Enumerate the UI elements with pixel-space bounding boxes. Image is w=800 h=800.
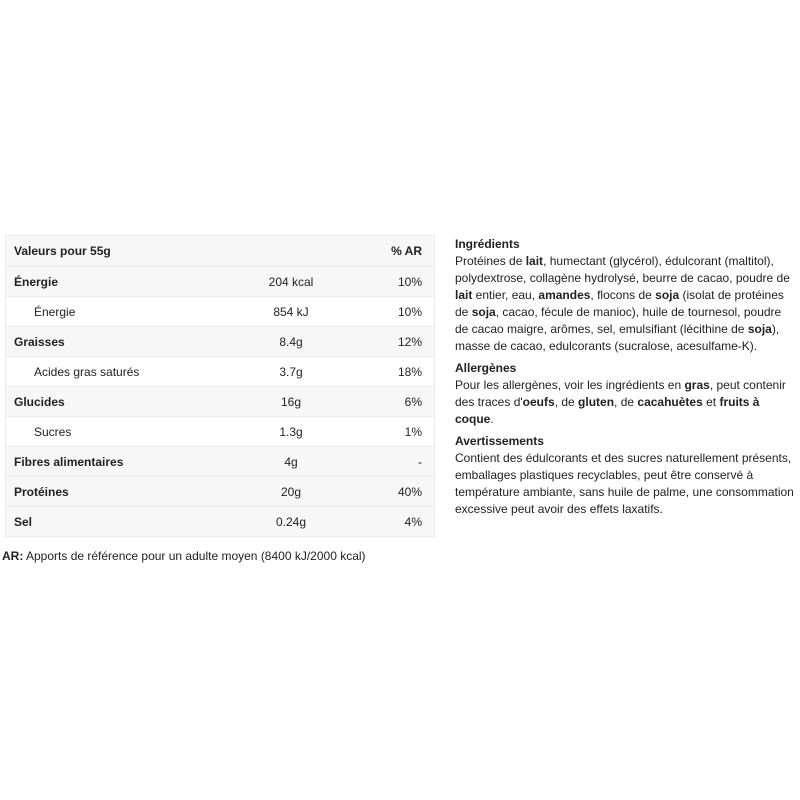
ingredients-text-part: , humectant (glycérol), édulcorant (maltitol), polydextrose, collagène hydrolysé, beurre de cacao, poudre de — [455, 254, 790, 285]
product-details — [455, 236, 795, 523]
warnings-title: Avertissements — [455, 434, 544, 448]
nutrition-header-row — [6, 236, 434, 266]
nutrient-ar: 10% — [397, 274, 422, 289]
nutrient-ar: 4% — [404, 514, 422, 529]
nutrient-amount: 1.3g — [279, 424, 303, 439]
ingredients-text-part: (isolat de protéines de — [455, 288, 784, 319]
nutrient-name: Sel — [14, 514, 33, 529]
nutrient-amount: 20g — [280, 484, 302, 499]
allergen-highlight: soja — [747, 322, 772, 336]
ingredients-text-part: Protéines de — [455, 254, 526, 268]
allergens-text-part: et — [702, 395, 720, 409]
nutrient-ar: 12% — [397, 334, 422, 349]
footnote-text: Apports de référence pour un adulte moyen (8400 kJ/2000 kcal) — [23, 549, 366, 563]
nutrition-row-protein — [6, 476, 434, 506]
nutrition-header-name: Valeurs pour 55g — [14, 244, 111, 258]
ingredients-text — [455, 253, 795, 355]
allergen-highlight: fruits à coque — [455, 395, 760, 426]
allergen-highlight: lait — [525, 254, 544, 268]
allergens-text-part: , peut contenir des traces d' — [455, 378, 786, 409]
allergen-highlight: amandes — [538, 288, 591, 302]
nutrient-amount: 204 kcal — [268, 274, 314, 289]
nutrient-name: Énergie — [34, 304, 76, 319]
allergens-text-part: Pour les allergènes, voir les ingrédients en — [455, 378, 685, 392]
nutrient-name: Glucides — [14, 394, 65, 409]
nutrient-amount: 4g — [284, 454, 298, 469]
nutrient-ar: 18% — [397, 364, 422, 379]
nutrition-row-energy-kj — [6, 296, 434, 326]
allergen-highlight: gluten — [578, 395, 615, 409]
allergens-text-part: . — [490, 412, 494, 426]
nutrition-row-salt — [6, 506, 434, 536]
reference-intake-footnote — [2, 549, 366, 563]
nutrient-ar: 1% — [404, 424, 422, 439]
nutrient-ar: 6% — [404, 394, 422, 409]
nutrient-name: Fibres alimentaires — [14, 454, 124, 469]
ingredients-text-part: , cacao, fécule de manioc), huile de tournesol, poudre de cacao maigre, arômes, sel, emulsifiant (lécithine de — [455, 305, 782, 336]
nutrient-amount: 3.7g — [279, 364, 303, 379]
nutrition-row-fiber — [6, 446, 434, 476]
allergens-text-part: , de — [554, 395, 579, 409]
allergens-title: Allergènes — [455, 361, 517, 375]
nutrient-ar: 10% — [397, 304, 422, 319]
ingredients-text-part: entier, eau, — [472, 288, 539, 302]
nutrient-name: Sucres — [34, 424, 72, 439]
nutrient-ar: - — [418, 454, 422, 469]
allergen-highlight: cacahuètes — [637, 395, 703, 409]
nutrition-row-fat — [6, 326, 434, 356]
nutrition-table — [5, 235, 435, 537]
nutrient-amount: 854 kJ — [273, 304, 309, 319]
warnings-text: Contient des édulcorants et des sucres naturellement présents, emballages plastiques recyclables, peut être conservé à température ambiante, sans huile de palme, une consommation excessive peut avoir des effets laxatifs. — [455, 451, 794, 516]
nutrient-amount: 16g — [280, 394, 302, 409]
nutrition-row-saturated-fat — [6, 356, 434, 386]
nutrition-row-energy-kcal — [6, 266, 434, 296]
nutrient-ar: 40% — [397, 484, 422, 499]
nutrient-name: Acides gras saturés — [34, 364, 140, 379]
nutrient-name: Énergie — [14, 274, 59, 289]
nutrient-amount: 8.4g — [279, 334, 303, 349]
allergen-highlight: soja — [655, 288, 680, 302]
nutrient-name: Graisses — [14, 334, 65, 349]
nutrition-row-carbs — [6, 386, 434, 416]
allergen-highlight: gras — [684, 378, 710, 392]
nutrition-row-sugars — [6, 416, 434, 446]
ingredients-title: Ingrédients — [455, 237, 520, 251]
ingredients-text-part: , flocons de — [590, 288, 656, 302]
allergen-highlight: oeufs — [522, 395, 555, 409]
allergens-text — [455, 377, 795, 428]
allergens-text-part: , de — [614, 395, 638, 409]
ingredients-text-part: ), masse de cacao, edulcorants (sucralose, acesulfame-K). — [455, 322, 780, 353]
allergen-highlight: lait — [455, 288, 473, 302]
nutrition-header-ar: % AR — [391, 244, 422, 258]
footnote-label: AR: — [2, 549, 24, 563]
nutrient-name: Protéines — [14, 484, 69, 499]
nutrient-amount: 0.24g — [275, 514, 307, 529]
allergen-highlight: soja — [471, 305, 496, 319]
